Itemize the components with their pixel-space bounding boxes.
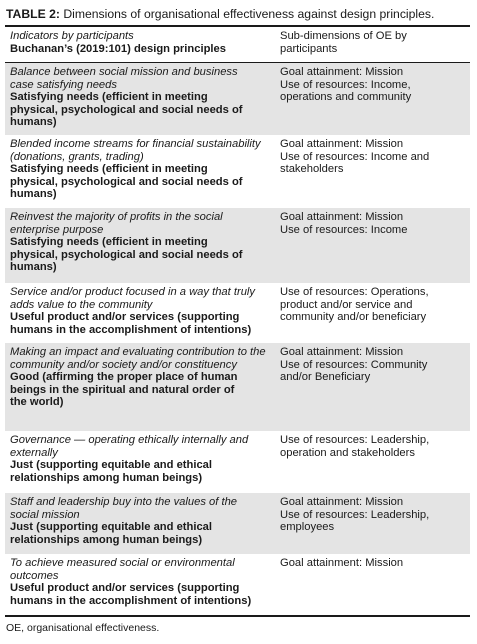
- row-subdimensions: [280, 434, 450, 459]
- row-subdimensions: [280, 496, 465, 534]
- subdimension-item: Use of resources: Community and/or Beneficiary: [280, 358, 428, 383]
- subdimension-item: Use of resources: Income: [280, 223, 408, 236]
- subdimension-item: Use of resources: Leadership, employees: [280, 508, 430, 533]
- row-indicators: [10, 557, 266, 607]
- header-col1-line1: Indicators by participants: [10, 30, 134, 42]
- header-col-indicators: [10, 30, 272, 55]
- row-indicators: [10, 286, 266, 336]
- design-principle: Just (supporting equitable and ethical relationships among human beings): [10, 521, 213, 546]
- table-row: [5, 554, 470, 615]
- subdimension-item: Goal attainment: Mission: [280, 496, 404, 508]
- header-col-subdimensions: Sub-dimensions of OE by participants: [280, 30, 407, 55]
- table-caption-text: Dimensions of organisational effectiveness against design principles.: [63, 7, 435, 21]
- subdimension-item: Use of resources: Income and stakeholders: [280, 150, 430, 175]
- row-indicators: [10, 346, 272, 409]
- design-principle: Good (affirming the proper place of human beings in the spiritual and natural order of the world): [10, 371, 238, 408]
- subdimension-item: Goal attainment: Mission: [280, 557, 404, 569]
- table-row: [5, 63, 470, 135]
- indicator-text: Service and/or product focused in a way that truly adds value to the community: [10, 286, 256, 311]
- indicator-text: Staff and leadership buy into the values of the social mission: [10, 496, 238, 521]
- header-col1-line2: Buchanan’s (2019:101) design principles: [10, 42, 226, 55]
- table-row: [5, 208, 470, 283]
- row-subdimensions: [280, 557, 465, 570]
- design-principle: Useful product and/or services (supporting humans in the accomplishment of intentions): [10, 311, 252, 336]
- subdimension-item: Goal attainment: Mission: [280, 138, 404, 150]
- indicator-text: Balance between social mission and business case satisfying needs: [10, 66, 238, 91]
- table-label: TABLE 2:: [6, 7, 60, 21]
- row-subdimensions: [280, 66, 465, 104]
- subdimension-item: Use of resources: Leadership, operation and stakeholders: [280, 434, 430, 459]
- indicator-text: Blended income streams for financial sustainability (donations, grants, trading): [10, 138, 261, 163]
- table-header: [5, 27, 470, 63]
- indicator-text: Reinvest the majority of profits in the social enterprise purpose: [10, 211, 223, 236]
- indicator-text: To achieve measured social or environmental outcomes: [10, 557, 235, 582]
- table-row: [5, 431, 470, 493]
- design-principle: Satisfying needs (efficient in meeting physical, psychological and social needs of humans): [10, 236, 243, 273]
- design-principle: Useful product and/or services (supporting humans in the accomplishment of intentions): [10, 582, 252, 607]
- table-footnote: OE, organisational effectiveness.: [6, 622, 160, 634]
- subdimension-item: Use of resources: Operations, product and/or service and community and/or beneficiary: [280, 286, 429, 323]
- design-principle: Satisfying needs (efficient in meeting physical, psychological and social needs of humans): [10, 163, 243, 200]
- row-indicators: [10, 496, 250, 546]
- indicator-text: Governance — operating ethically internally and externally: [10, 434, 249, 459]
- row-subdimensions: [280, 138, 465, 176]
- table-caption: [6, 6, 434, 22]
- row-subdimensions: [280, 211, 465, 236]
- table-row: [5, 283, 470, 343]
- row-subdimensions: [280, 346, 450, 384]
- table-row: [5, 493, 470, 554]
- design-principle: Just (supporting equitable and ethical relationships among human beings): [10, 459, 213, 484]
- subdimension-item: Goal attainment: Mission: [280, 346, 404, 358]
- table-row: [5, 343, 470, 431]
- table-row: [5, 135, 470, 208]
- indicator-text: Making an impact and evaluating contribution to the community and/or society and/or constituency: [10, 346, 266, 371]
- row-indicators: [10, 211, 262, 274]
- design-principle: Satisfying needs (efficient in meeting physical, psychological and social needs of humans): [10, 91, 243, 128]
- row-indicators: [10, 66, 260, 129]
- row-subdimensions: [280, 286, 455, 324]
- row-indicators: [10, 434, 260, 484]
- bottom-rule: [5, 615, 470, 617]
- subdimension-item: Goal attainment: Mission: [280, 66, 404, 78]
- row-indicators: [10, 138, 268, 201]
- subdimension-item: Use of resources: Income, operations and community: [280, 78, 412, 103]
- subdimension-item: Goal attainment: Mission: [280, 211, 404, 223]
